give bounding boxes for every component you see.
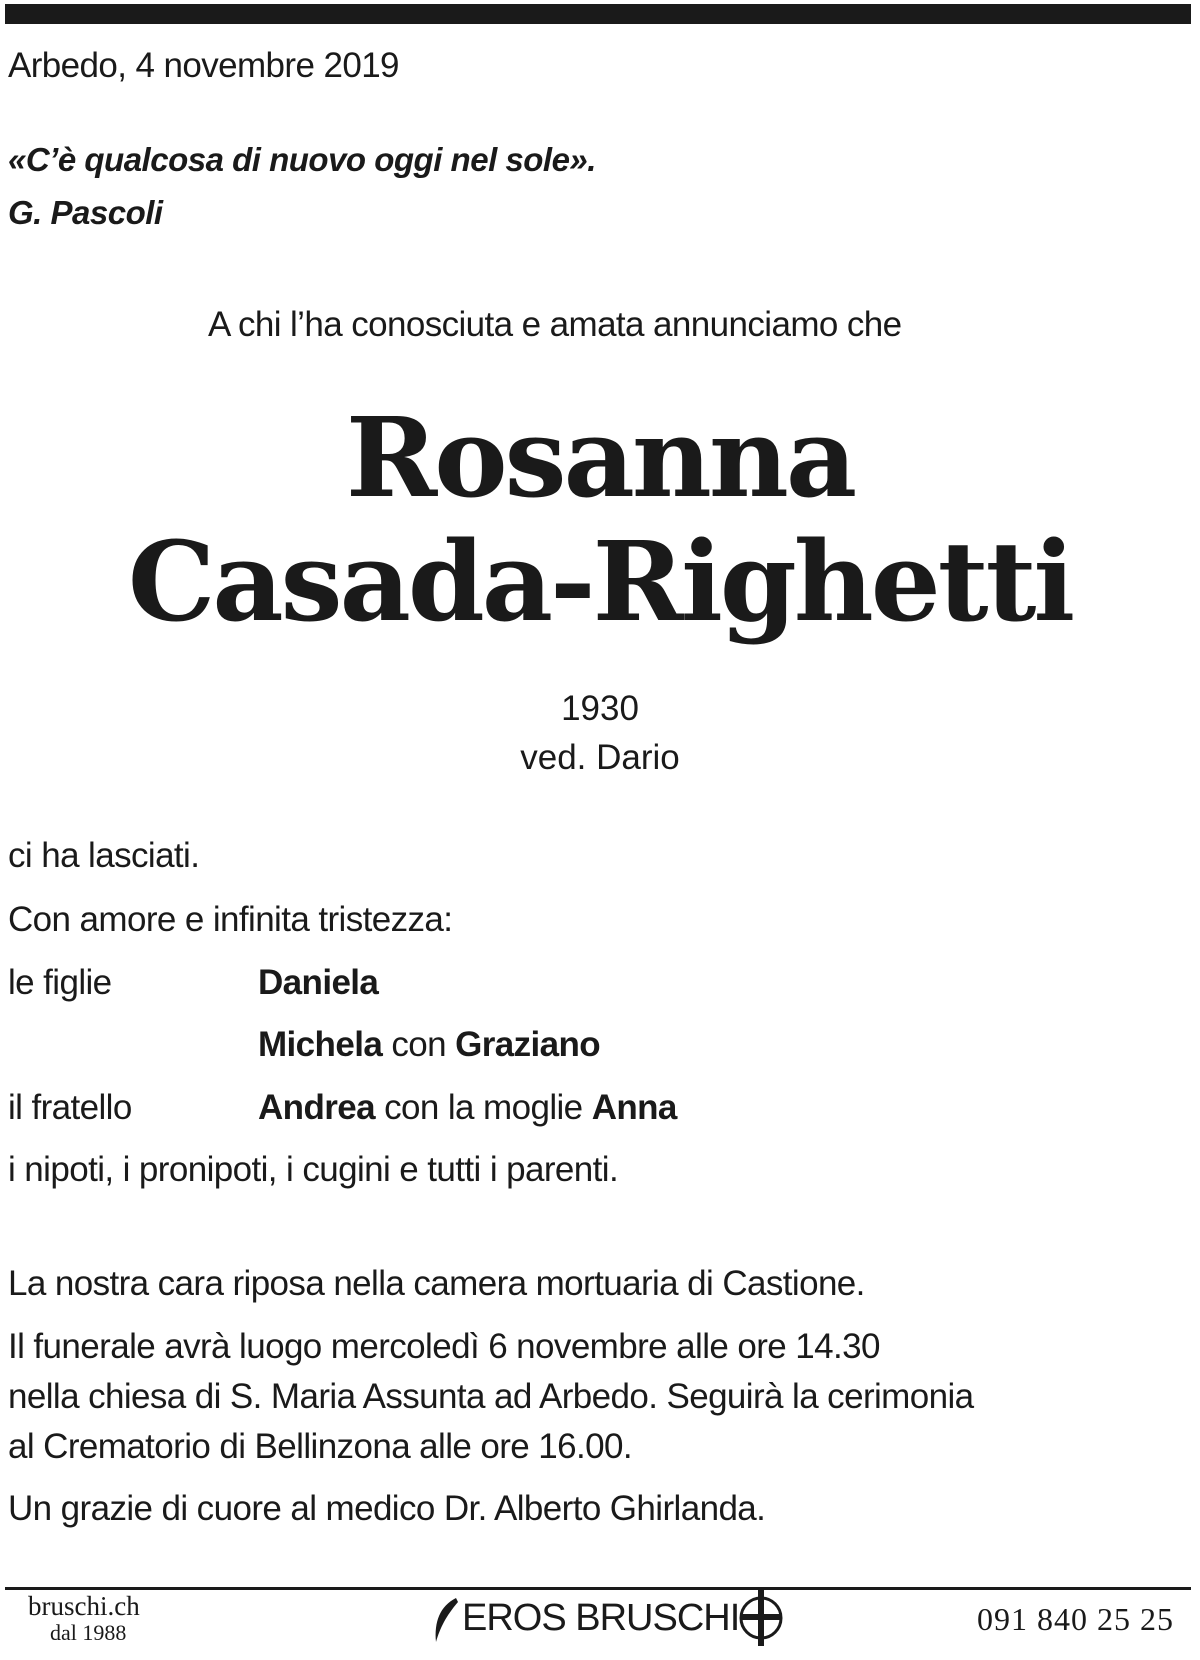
quote-text: «C’è qualcosa di nuovo oggi nel sole». bbox=[8, 141, 596, 178]
others-text: i nipoti, i pronipoti, i cugini e tutti i parenti. bbox=[8, 1150, 619, 1189]
place-date: Arbedo, 4 novembre 2019 bbox=[8, 46, 399, 85]
rest-text: La nostra cara riposa nella camera mortuaria di Castione. bbox=[8, 1264, 865, 1303]
thanks-text: Un grazie di cuore al medico Dr. Alberto Ghirlanda. bbox=[8, 1489, 766, 1528]
brother-with: con la moglie bbox=[384, 1088, 583, 1127]
funeral-line-3: al Crematorio di Bellinzona alle ore 16.00. bbox=[8, 1427, 633, 1466]
intro-text: A chi l’ha conosciuta e amata annunciamo che bbox=[208, 305, 902, 344]
funeral-home-logo bbox=[430, 1588, 789, 1648]
cross-circle-icon bbox=[739, 1588, 789, 1648]
website-link[interactable]: bruschi.ch bbox=[28, 1591, 140, 1621]
daughter-2-partner: Graziano bbox=[455, 1025, 601, 1064]
brother-name: Andrea bbox=[258, 1088, 375, 1127]
quote-author: G. Pascoli bbox=[8, 194, 163, 231]
brother-label: il fratello bbox=[8, 1088, 132, 1127]
daughter-2-line bbox=[258, 1024, 600, 1066]
funeral-line-1: Il funerale avrà luogo mercoledì 6 novembre alle ore 14.30 bbox=[8, 1327, 880, 1366]
daughter-2: Michela bbox=[258, 1025, 383, 1064]
daughters-label: le figlie bbox=[8, 963, 112, 1002]
left-us-text: ci ha lasciati. bbox=[8, 836, 200, 875]
leaf-icon bbox=[430, 1588, 462, 1648]
with-love-text: Con amore e infinita tristezza: bbox=[8, 900, 453, 939]
phone-number[interactable]: 091 840 25 25 bbox=[977, 1601, 1174, 1637]
deceased-last-name: Casada-Righetti bbox=[127, 517, 1073, 646]
since-text: dal 1988 bbox=[50, 1620, 127, 1645]
daughter-1: Daniela bbox=[258, 963, 379, 1002]
footer-website-block bbox=[28, 1592, 140, 1646]
brother-wife: Anna bbox=[591, 1088, 677, 1127]
with-word: con bbox=[391, 1025, 446, 1064]
brother-line bbox=[258, 1087, 677, 1129]
funeral-line-2: nella chiesa di S. Maria Assunta ad Arbedo. Seguirà la cerimonia bbox=[8, 1377, 974, 1416]
widow-of: ved. Dario bbox=[520, 738, 680, 777]
logo-text: EROS BRUSCHI bbox=[462, 1596, 740, 1639]
top-rule bbox=[5, 4, 1191, 24]
birth-year: 1930 bbox=[561, 689, 639, 728]
deceased-first-name: Rosanna bbox=[345, 393, 855, 522]
